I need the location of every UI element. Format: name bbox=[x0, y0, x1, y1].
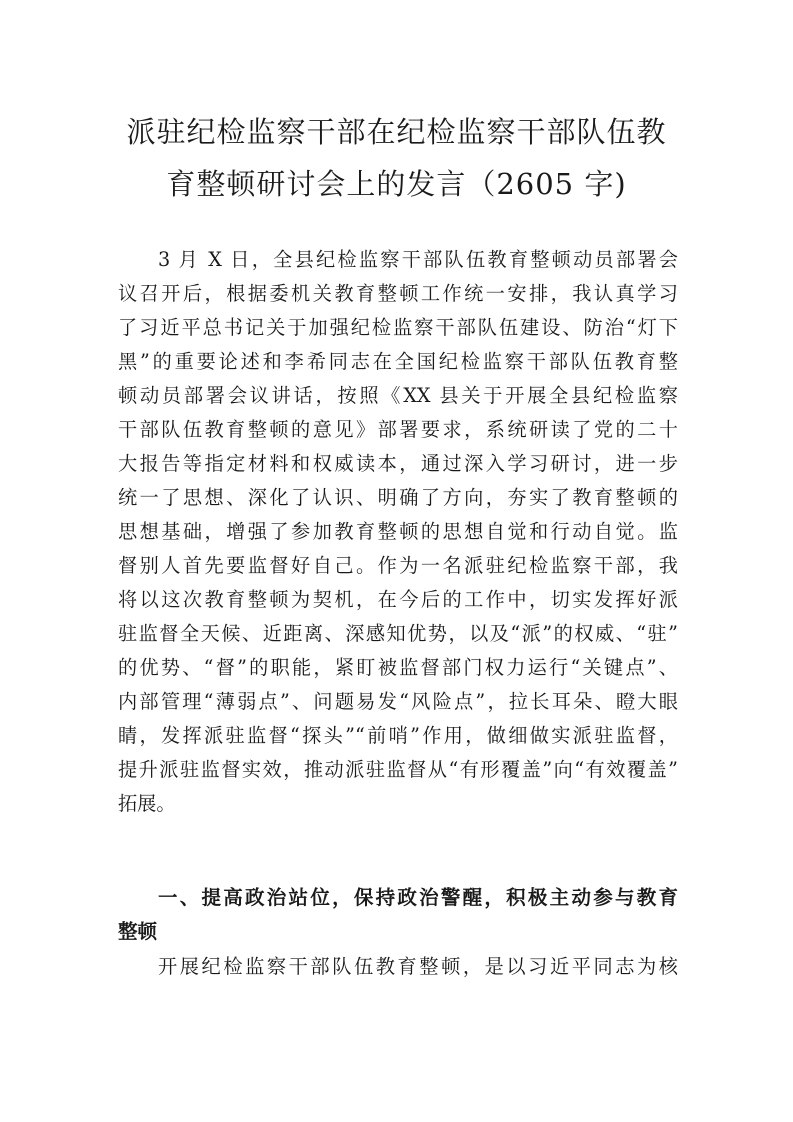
paragraph-line: 驻监督全天候、近距离、深感知优势，以及“派”的权威、“驻” bbox=[118, 622, 678, 645]
section-heading-line: 一、提高政治站位，保持政治警醒，积极主动参与教育 bbox=[158, 886, 678, 909]
paragraph-line: 黑”的重要论述和李希同志在全国纪检监察干部队伍教育整 bbox=[118, 350, 678, 373]
section-heading-line: 整顿 bbox=[118, 920, 158, 943]
paragraph-line: 干部队伍教育整顿的意见》部署要求，系统研读了党的二十 bbox=[118, 418, 678, 441]
paragraph-line: 的优势、“督”的职能，紧盯被监督部门权力运行“关键点”、 bbox=[118, 656, 678, 679]
paragraph-line: 内部管理“薄弱点”、问题易发“风险点”，拉长耳朵、瞪大眼 bbox=[118, 690, 678, 713]
paragraph-line: 拓展。 bbox=[118, 792, 176, 815]
paragraph-line: 将以这次教育整顿为契机，在今后的工作中，切实发挥好派 bbox=[118, 588, 678, 611]
paragraph-line: 统一了思想、深化了认识、明确了方向，夯实了教育整顿的 bbox=[118, 486, 678, 509]
paragraph-line: 议召开后，根据委机关教育整顿工作统一安排，我认真学习 bbox=[118, 282, 678, 305]
paragraph-line: 思想基础，增强了参加教育整顿的思想自觉和行动自觉。监 bbox=[118, 520, 678, 543]
paragraph-line: 睛，发挥派驻监督“探头”“前哨”作用，做细做实派驻监督， bbox=[118, 724, 678, 747]
paragraph-line: 大报告等指定材料和权威读本，通过深入学习研讨，进一步 bbox=[118, 452, 678, 475]
paragraph-line: 顿动员部署会议讲话，按照《XX 县关于开展全县纪检监察 bbox=[118, 384, 678, 407]
document-title-line-2: 育整顿研讨会上的发言（2605 字) bbox=[166, 167, 627, 201]
document-title-line-1: 派驻纪检监察干部在纪检监察干部队伍教 bbox=[126, 115, 667, 149]
paragraph-line: 开展纪检监察干部队伍教育整顿，是以习近平同志为核 bbox=[158, 955, 678, 978]
paragraph-line: 提升派驻监督实效，推动派驻监督从“有形覆盖”向“有效覆盖” bbox=[118, 758, 678, 781]
paragraph-line: 了习近平总书记关于加强纪检监察干部队伍建设、防治“灯下 bbox=[118, 316, 678, 339]
paragraph-line: 督别人首先要监督好自己。作为一名派驻纪检监察干部，我 bbox=[118, 554, 678, 577]
paragraph-line: 3 月 X 日，全县纪检监察干部队伍教育整顿动员部署会 bbox=[158, 248, 678, 271]
